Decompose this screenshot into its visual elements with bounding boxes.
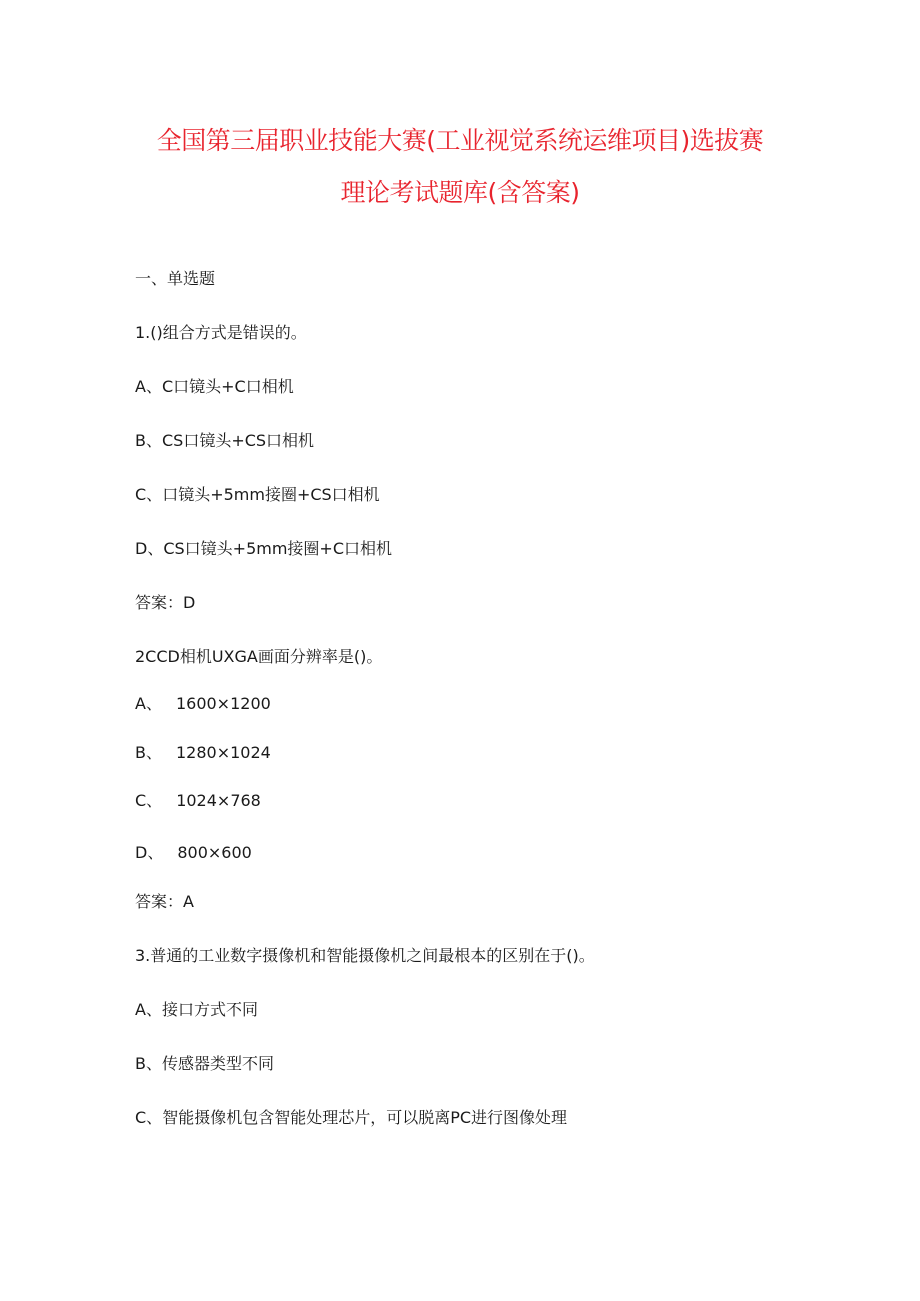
question-2-stem: 2CCD相机UXGA画面分辨率是()。 <box>135 647 383 666</box>
question-1-option-b <box>135 431 314 451</box>
option-text: 传感器类型不同 <box>161 1054 274 1073</box>
option-text: CS口镜头+CS口相机 <box>161 431 315 450</box>
option-text: CS口镜头+5mm接圈+C口相机 <box>163 539 392 558</box>
question-1-stem: 1.()组合方式是错误的。 <box>135 323 307 342</box>
option-text: 1024×768 <box>176 791 261 810</box>
option-text: C口镜头+C口相机 <box>161 377 294 396</box>
option-letter: D、 <box>135 539 164 558</box>
document-title-line-2: 理论考试题库(含答案) <box>340 178 580 207</box>
option-text: 接口方式不同 <box>161 1000 258 1019</box>
question-3-stem: 3.普通的工业数字摄像机和智能摄像机之间最根本的区别在于()。 <box>135 946 595 965</box>
option-letter: B、 <box>135 743 162 762</box>
question-3-option-b <box>135 1054 274 1074</box>
option-text: 口镜头+5mm接圈+CS口相机 <box>162 485 380 504</box>
option-letter: C、 <box>135 791 163 810</box>
option-letter: B、 <box>135 1054 162 1073</box>
question-3-option-c <box>135 1108 567 1128</box>
question-3-option-a <box>135 1000 258 1020</box>
option-letter: D、 <box>135 843 164 862</box>
question-2-option-b <box>135 743 271 763</box>
question-2-option-a <box>135 694 271 714</box>
option-text: 800×600 <box>177 843 252 862</box>
section-heading: 一、单选题 <box>135 269 216 288</box>
option-letter: C、 <box>135 1108 163 1127</box>
question-2-option-c <box>135 791 261 811</box>
question-2-answer: 答案：A <box>135 892 194 911</box>
question-1-option-c <box>135 485 380 505</box>
question-1-option-a <box>135 377 294 397</box>
option-letter: C、 <box>135 485 163 504</box>
option-letter: A、 <box>135 377 162 396</box>
document-title-line-1: 全国第三届职业技能大赛(工业视觉系统运维项目)选拔赛 <box>156 126 764 155</box>
option-text: 1280×1024 <box>175 743 271 762</box>
question-2-option-d <box>135 843 252 863</box>
option-text: 1600×1200 <box>175 694 271 713</box>
question-1-option-d <box>135 539 392 559</box>
option-letter: A、 <box>135 694 162 713</box>
option-letter: A、 <box>135 1000 162 1019</box>
question-1-answer: 答案：D <box>135 593 196 612</box>
option-letter: B、 <box>135 431 162 450</box>
option-text: 智能摄像机包含智能处理芯片，可以脱离PC进行图像处理 <box>162 1108 568 1127</box>
